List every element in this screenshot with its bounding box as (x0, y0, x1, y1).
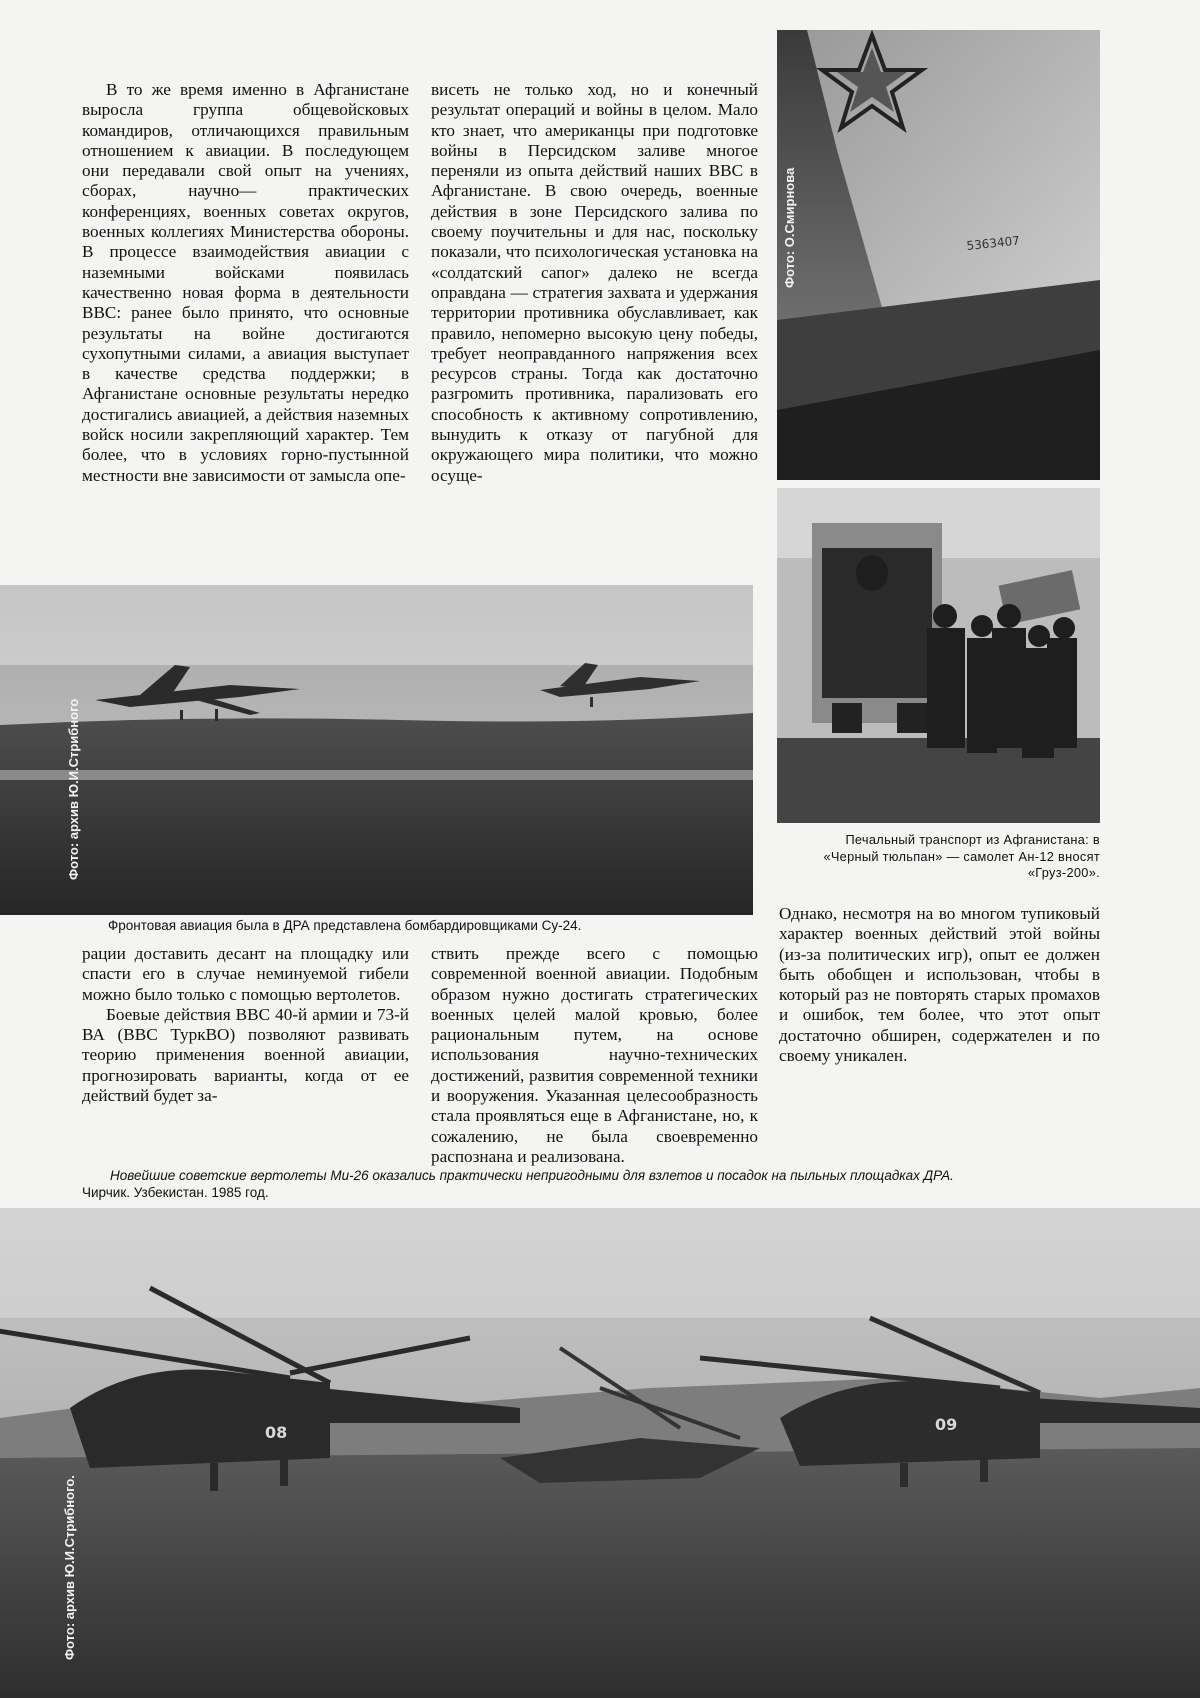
article-column-2-bottom-full (0, 0, 1, 1)
article-column-1-top (82, 80, 409, 486)
heli2-number: 09 (935, 1415, 958, 1434)
photo-credit-stribny-mi26: Фото: архив Ю.И.Стрибного. (62, 1475, 77, 1660)
paragraph: висеть не только ход, но и конечный результат операций и войны в целом. Мало кто знает, что американцы при подготовке войны в Персидском заливе многое переняли из опыта действий наших ВВС в Афганистане. В свою очередь, военные действия в зоне Персидского залива по своему поучительны и для нас, поскольку показали, что психологическая установка на «солдатский сапог» далеко не всегда оправдана — стратегия захвата и удержания территории противника обуславливает, как правило, непомерно высокую цену победы, требует неоправданного напряжения всех ресурсов страны. Тогда как достаточно разгромить противника, парализовать его способность к активному сопротивлению, вынудить к отказу от пагубной для окружающего мира политики, что можно осуще- (431, 80, 758, 485)
article-column-2-top (431, 80, 758, 486)
mi26-helicopters-photo (0, 1208, 1200, 1698)
photo-credit-smirnova: Фото: О.Смирнова (782, 167, 797, 288)
paragraph: В то же время именно в Афганистане выросла группа общевойсковых командиров, отличающихся правильным отношением к авиации. В последующем они передавали свой опыт на учениях, сборах, научно— практических конференциях, военных советах округов, военных коллегиях Министерства обороны. В процессе взаимодействия авиации с наземными войсками появилась качественно новая форма в деятельности ВВС: ранее было принято, что основные результаты на войне достигаются сухопутными силами, а авиация выступает в качестве средства поддержки; в Афганистане основные результаты нередко достигались авиацией, а действия наземных войск носили закрепляющий характер. Тем более, что в условиях горно-пустынной местности вне зависимости от замысла опе- (82, 80, 409, 485)
paragraph: ствить прежде всего с помощью современной военной авиации. Подобным образом нужно достигать стратегических военных целей малой кровью, более рациональным путем, на основе использования научно-технических достижений, развития современной техники и вооружения. Указанная целесообразность стала проявляться еще в Афганистане, но, к сожалению, не была своевременно распознана и реализована. (431, 944, 758, 1166)
article-column-1-bottom (82, 944, 409, 1106)
paragraph: рации доставить десант на площадку или спасти его в случае неминуемой гибели можно было только с помощью вертолетов. (82, 944, 409, 1004)
photo-credit-stribny-su24: Фото: архив Ю.И.Стрибного (66, 698, 81, 880)
cargo-200-photo (777, 488, 1100, 823)
paragraph: Однако, несмотря на во многом тупиковый характер военных действий этой войны (из-за политических игр), опыт ее должен быть обобщен и использован, чтобы в который раз не повторять старых промахов и ошибок, тем более, что этот опыт достаточно обширен, содержателен и по своему уникален. (779, 904, 1100, 1066)
an12-caption: Печальный транспорт из Афганистана: в «Черный тюльпан» — самолет Ан-12 вносят «Груз-200». (823, 832, 1100, 880)
su24-bombers-photo (0, 585, 753, 915)
article-column-3-bottom (779, 904, 1100, 1066)
mi26-caption-place: Чирчик. Узбекистан. 1985 год. (82, 1185, 269, 1200)
mi26-caption: Новейшие советские вертолеты Ми-26 оказались практически непригодными для взлетов и посадок на пыльных площадках ДРА. (110, 1168, 954, 1183)
heli1-number: 08 (265, 1423, 288, 1442)
paragraph: Боевые действия ВВС 40-й армии и 73-й ВА (ВВС ТуркВО) позволяют развивать теорию применения военной авиации, прогнозировать варианты, когда от ее действий будет за- (82, 1004, 409, 1106)
article-column-2-bottom (431, 944, 758, 1167)
su24-caption: Фронтовая авиация была в ДРА представлена бомбардировщиками Су-24. (108, 918, 582, 933)
an12-tail-photo (777, 30, 1100, 480)
tail-number: 5363407 (965, 233, 1021, 253)
